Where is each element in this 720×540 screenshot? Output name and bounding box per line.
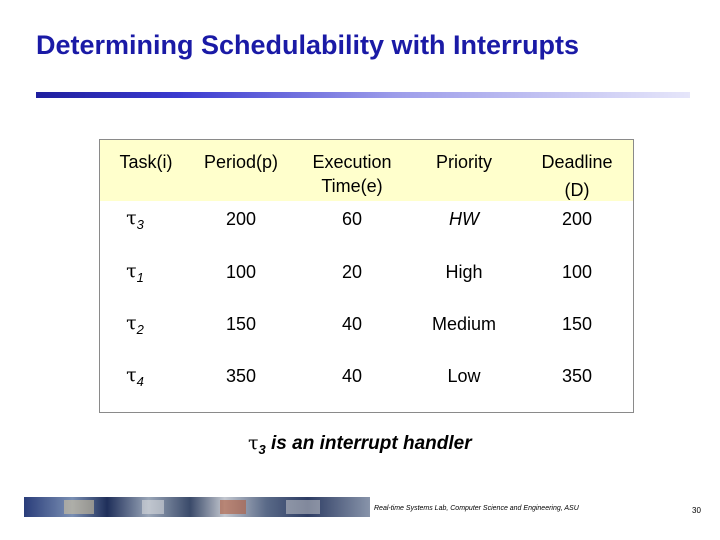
table-row-3-priority: Medium [431,314,497,334]
title-underline [36,92,690,98]
table-row-3-deadline: 150 [561,314,593,334]
header-period: Period(p) [203,152,279,172]
header-exec-line2: Time(e) [321,176,383,196]
footer-image-strip [24,497,370,517]
table-row-1-deadline: 200 [561,209,593,229]
table-row-1-period: 200 [225,209,257,229]
table-row-2-deadline: 100 [561,262,593,282]
table-row-1-priority: HW [449,209,479,229]
header-deadline-line1: Deadline [541,152,613,172]
page-number: 30 [692,506,701,515]
table-row-2-period: 100 [225,262,257,282]
table-row-3-exec: 40 [341,314,363,334]
header-exec-line1: Execution [312,152,392,172]
table-row-3-task: $\tau_2$ [126,312,144,337]
table-row-2-task: $\tau_1$ [126,260,144,285]
table-row-4-priority: Low [447,366,481,386]
slide-title: Determining Schedulability with Interrupts [36,30,580,60]
header-task: Task(i) [119,152,173,172]
schedule-table [99,139,634,413]
header-deadline-line2: (D) [564,180,590,200]
table-row-4-task: $\tau_4$ [126,364,144,389]
table-row-2-exec: 20 [341,262,363,282]
table-row-4-period: 350 [225,366,257,386]
table-row-4-deadline: 350 [561,366,593,386]
interrupt-caption: $\tau_3$ is an interrupt handler [248,432,472,457]
footer-credit: Real-time Systems Lab, Computer Science and Engineering, ASU [374,505,579,512]
table-row-1-task: $\tau_3$ [126,207,144,232]
table-row-4-exec: 40 [341,366,363,386]
table-row-2-priority: High [445,262,483,282]
table-row-3-period: 150 [225,314,257,334]
table-row-1-exec: 60 [341,209,363,229]
header-priority: Priority [435,152,492,172]
